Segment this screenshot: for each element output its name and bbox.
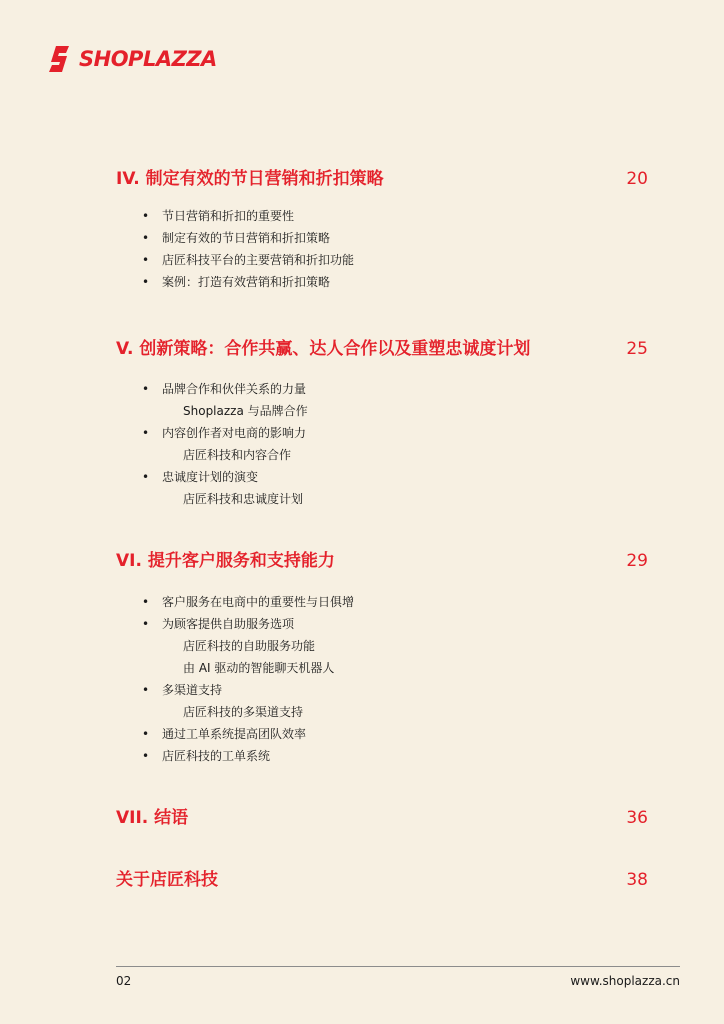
section-page-number: 25 bbox=[626, 339, 648, 359]
toc-bullet-item[interactable]: • 店匠科技的工单系统 bbox=[116, 745, 648, 767]
toc-bullet-item[interactable]: • 制定有效的节日营销和折扣策略 bbox=[116, 227, 648, 249]
toc-sub-item[interactable]: 由 AI 驱动的智能聊天机器人 bbox=[183, 661, 335, 675]
toc-bullet-item[interactable]: • 客户服务在电商中的重要性与日俱增 bbox=[116, 591, 648, 613]
toc-section-v bbox=[116, 334, 648, 510]
section-page-number: 36 bbox=[626, 808, 648, 828]
section-title: IV. 制定有效的节日营销和折扣策略 bbox=[116, 169, 384, 189]
toc-bullet-item[interactable]: • 内容创作者对电商的影响力 bbox=[116, 422, 648, 444]
section-heading[interactable] bbox=[116, 803, 648, 828]
toc-section-vii bbox=[116, 803, 648, 828]
toc-bullet-item[interactable]: • 通过工单系统提高团队效率 bbox=[116, 723, 648, 745]
shoplazza-logo-icon bbox=[47, 44, 73, 74]
section-title: VI. 提升客户服务和支持能力 bbox=[116, 551, 335, 571]
section-heading[interactable] bbox=[116, 164, 648, 189]
section-item-list bbox=[116, 591, 648, 767]
toc-sub-item[interactable]: 店匠科技和内容合作 bbox=[183, 448, 292, 462]
section-title: VII. 结语 bbox=[116, 808, 189, 828]
section-item-list bbox=[116, 378, 648, 510]
toc-bullet-item[interactable]: • 节日营销和折扣的重要性 bbox=[116, 205, 648, 227]
toc-section-iv bbox=[116, 164, 648, 293]
toc-bullet-item[interactable]: • 店匠科技平台的主要营销和折扣功能 bbox=[116, 249, 648, 271]
toc-sub-item[interactable]: 店匠科技的多渠道支持 bbox=[183, 705, 304, 719]
section-page-number: 20 bbox=[626, 169, 648, 189]
toc-section-about bbox=[116, 865, 648, 890]
section-item-list bbox=[116, 205, 648, 293]
section-heading[interactable] bbox=[116, 865, 648, 890]
brand-logo bbox=[47, 44, 217, 74]
toc-bullet-item[interactable]: • 为顾客提供自助服务选项 bbox=[116, 613, 648, 635]
section-title: V. 创新策略：合作共赢、达人合作以及重塑忠诚度计划 bbox=[116, 339, 531, 359]
footer-page-number: 02 bbox=[116, 974, 132, 988]
toc-sub-item[interactable]: 店匠科技的自助服务功能 bbox=[183, 639, 316, 653]
toc-sub-item[interactable]: 店匠科技和忠诚度计划 bbox=[183, 492, 304, 506]
section-title: 关于店匠科技 bbox=[116, 870, 218, 890]
footer-divider bbox=[116, 966, 680, 967]
toc-sub-item[interactable]: Shoplazza 与品牌合作 bbox=[183, 404, 308, 418]
section-page-number: 38 bbox=[626, 870, 648, 890]
toc-section-vi bbox=[116, 546, 648, 767]
footer-website[interactable]: www.shoplazza.cn bbox=[570, 974, 680, 988]
section-page-number: 29 bbox=[626, 551, 648, 571]
toc-bullet-item[interactable]: • 多渠道支持 bbox=[116, 679, 648, 701]
toc-bullet-item[interactable]: • 品牌合作和伙伴关系的力量 bbox=[116, 378, 648, 400]
toc-bullet-item[interactable]: • 案例：打造有效营销和折扣策略 bbox=[116, 271, 648, 293]
section-heading[interactable] bbox=[116, 334, 648, 359]
brand-name: SHOPLAZZA bbox=[79, 47, 217, 71]
section-heading[interactable] bbox=[116, 546, 648, 571]
toc-bullet-item[interactable]: • 忠诚度计划的演变 bbox=[116, 466, 648, 488]
